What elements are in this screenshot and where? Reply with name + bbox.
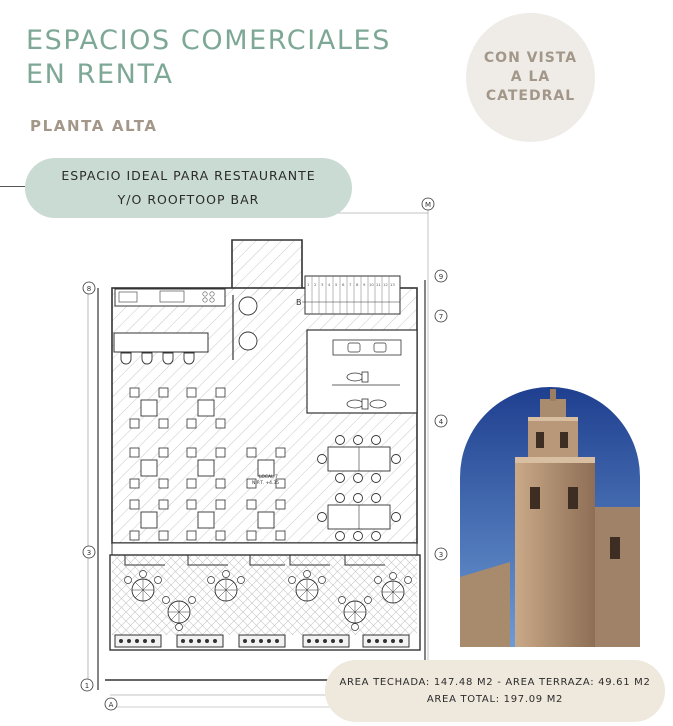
feature-line-2: Y/O ROOFTOOP BAR <box>117 192 260 207</box>
stair-number: 8 <box>356 282 359 287</box>
unit-label-line-1: LOCAL 7 <box>259 475 278 480</box>
stair-number: 4 <box>328 282 331 287</box>
stair-number: 7 <box>349 282 352 287</box>
axis-label-3-left: 3 <box>86 549 92 557</box>
badge-line-1: CON VISTA <box>483 50 578 66</box>
stair-number: 11 <box>376 282 381 287</box>
stair-number: 9 <box>363 282 366 287</box>
stair-number: 5 <box>335 282 338 287</box>
title-line-2: EN RENTA <box>26 59 174 90</box>
area-summary <box>325 660 665 722</box>
cathedral-view-badge <box>466 13 595 142</box>
leader-line <box>0 186 25 187</box>
axis-label-m: M <box>424 201 432 209</box>
axis-label-8: 8 <box>86 285 92 293</box>
stair-number: 12 <box>383 282 388 287</box>
stair-number: 1 <box>307 282 310 287</box>
axis-label-7: 7 <box>438 313 444 321</box>
stair-number: 2 <box>314 282 317 287</box>
badge-line-2: A LA <box>510 69 551 85</box>
stair-number: 13 <box>390 282 395 287</box>
floor-subtitle: PLANTA ALTA <box>30 117 158 135</box>
feature-pill <box>25 158 352 218</box>
title-line-1: ESPACIOS COMERCIALES <box>26 25 391 56</box>
feature-line-1: ESPACIO IDEAL PARA RESTAURANTE <box>61 168 316 183</box>
area-line-1: AREA TECHADA: 147.48 M2 - AREA TERRAZA: 49.61 M2 <box>339 677 651 688</box>
floor-plan <box>70 195 450 715</box>
badge-line-3: CATEDRAL <box>485 88 576 104</box>
axis-label-a: A <box>108 701 114 709</box>
stair-number: 3 <box>321 282 324 287</box>
stair-number: 6 <box>342 282 345 287</box>
axis-label-1: 1 <box>84 682 90 690</box>
axis-label-9: 9 <box>438 273 444 281</box>
stair-number: 10 <box>369 282 374 287</box>
cathedral-photo <box>460 387 640 647</box>
axis-label-3-right: 3 <box>438 551 444 559</box>
axis-label-4: 4 <box>438 418 444 426</box>
unit-label-line-2: N.P.T. +4.35 <box>252 481 280 486</box>
stair-label: B <box>296 298 302 307</box>
page-title <box>26 24 391 92</box>
area-line-2: AREA TOTAL: 197.09 M2 <box>426 694 564 705</box>
